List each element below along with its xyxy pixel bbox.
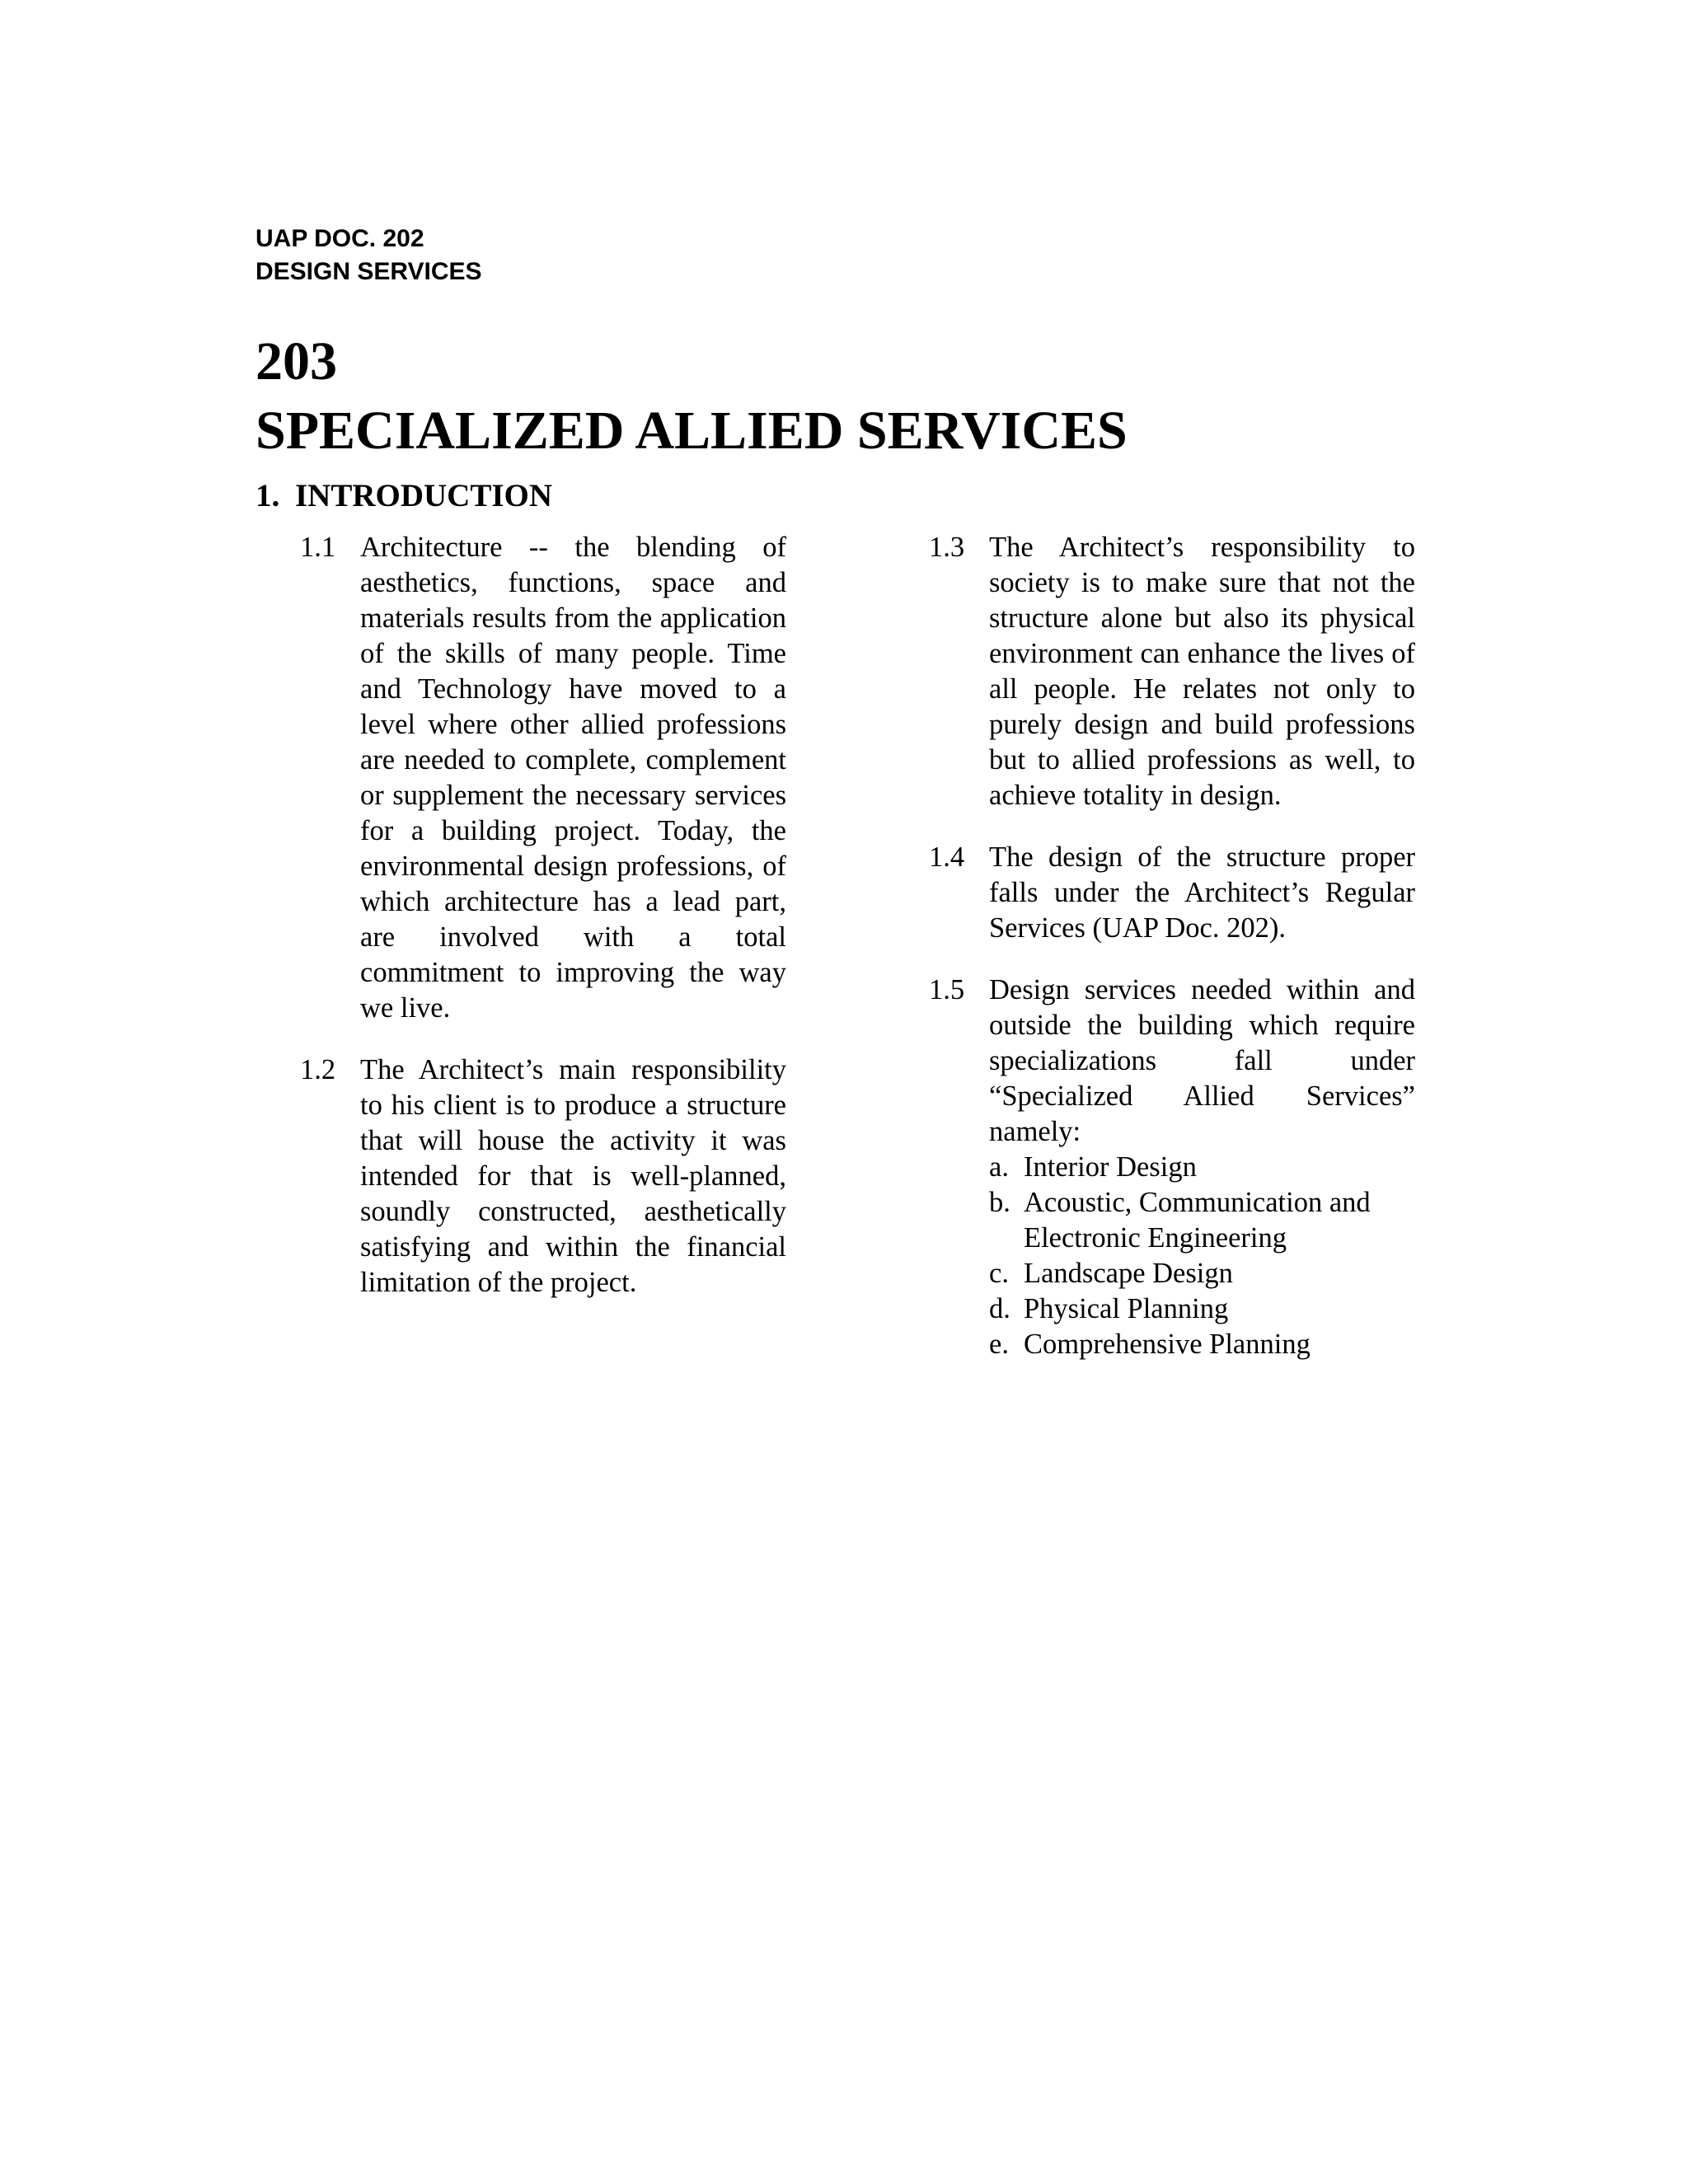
document-title: SPECIALIZED ALLIED SERVICES	[256, 401, 1128, 461]
document-number: 203	[256, 331, 337, 391]
list-item-letter: c.	[989, 1258, 1009, 1289]
list-item	[989, 1150, 1415, 1185]
list-item-text: Interior Design	[1024, 1151, 1197, 1183]
list-item	[989, 1291, 1415, 1327]
header-doc-reference: UAP DOC. 202	[256, 225, 424, 252]
paragraph-1-5	[929, 972, 1415, 1362]
paragraph-number: 1.4	[929, 841, 965, 873]
paragraph-text: The Architect’s responsibility to society is to make sure that not the structure alone but also its physical environment can enhance the lives of all people. He relates not only to purely design and build professions but to allied professions as well, to achieve totality in design.	[989, 532, 1415, 811]
section-heading	[256, 476, 552, 516]
paragraph-number: 1.5	[929, 974, 965, 1005]
paragraph-text: The Architect’s main responsibility to his client is to produce a structure that will house the activity it was intended for that is well-planned, soundly constructed, aesthetically satisfying and within the financial limitation of the project.	[360, 1054, 786, 1298]
paragraph-number: 1.1	[300, 532, 336, 563]
header-doc-category: DESIGN SERVICES	[256, 258, 482, 285]
paragraph-1-3	[929, 530, 1415, 813]
paragraph-text: Architecture -- the blending of aesthetics, functions, space and materials results from the application of the skills of many people. Time and Technology have moved to a level where other allied professions are needed to complete, complement or supplement the necessary services for a building project. Today, the environmental design professions, of which architecture has a lead part, are involved with a total commitment to improving the way we live.	[360, 532, 786, 1024]
allied-services-list	[989, 1150, 1415, 1362]
paragraph-1-2	[300, 1052, 786, 1301]
left-column	[300, 530, 786, 1327]
list-item-text: Landscape Design	[1024, 1258, 1233, 1289]
paragraph-number: 1.2	[300, 1054, 336, 1085]
list-item-letter: d.	[989, 1293, 1010, 1324]
paragraph-number: 1.3	[929, 532, 965, 563]
list-item-letter: a.	[989, 1151, 1009, 1183]
paragraph-1-4	[929, 840, 1415, 946]
paragraph-1-1	[300, 530, 786, 1026]
list-item-text: Acoustic, Communication and Electronic Engineering	[1024, 1187, 1371, 1254]
document-header	[256, 223, 482, 288]
list-item	[989, 1327, 1415, 1362]
section-number: 1.	[256, 478, 280, 513]
list-item	[989, 1256, 1415, 1291]
right-column	[929, 530, 1415, 1389]
list-item	[989, 1185, 1415, 1256]
list-item-letter: e.	[989, 1329, 1009, 1360]
section-title: INTRODUCTION	[295, 478, 553, 513]
paragraph-text: The design of the structure proper falls under the Architect’s Regular Services (UAP Doc. 202).	[989, 841, 1415, 944]
list-item-letter: b.	[989, 1187, 1010, 1218]
paragraph-text: Design services needed within and outside the building which require specializations fall under “Specialized Allied Services” namely:	[989, 974, 1415, 1147]
list-item-text: Comprehensive Planning	[1024, 1329, 1311, 1360]
list-item-text: Physical Planning	[1024, 1293, 1229, 1324]
